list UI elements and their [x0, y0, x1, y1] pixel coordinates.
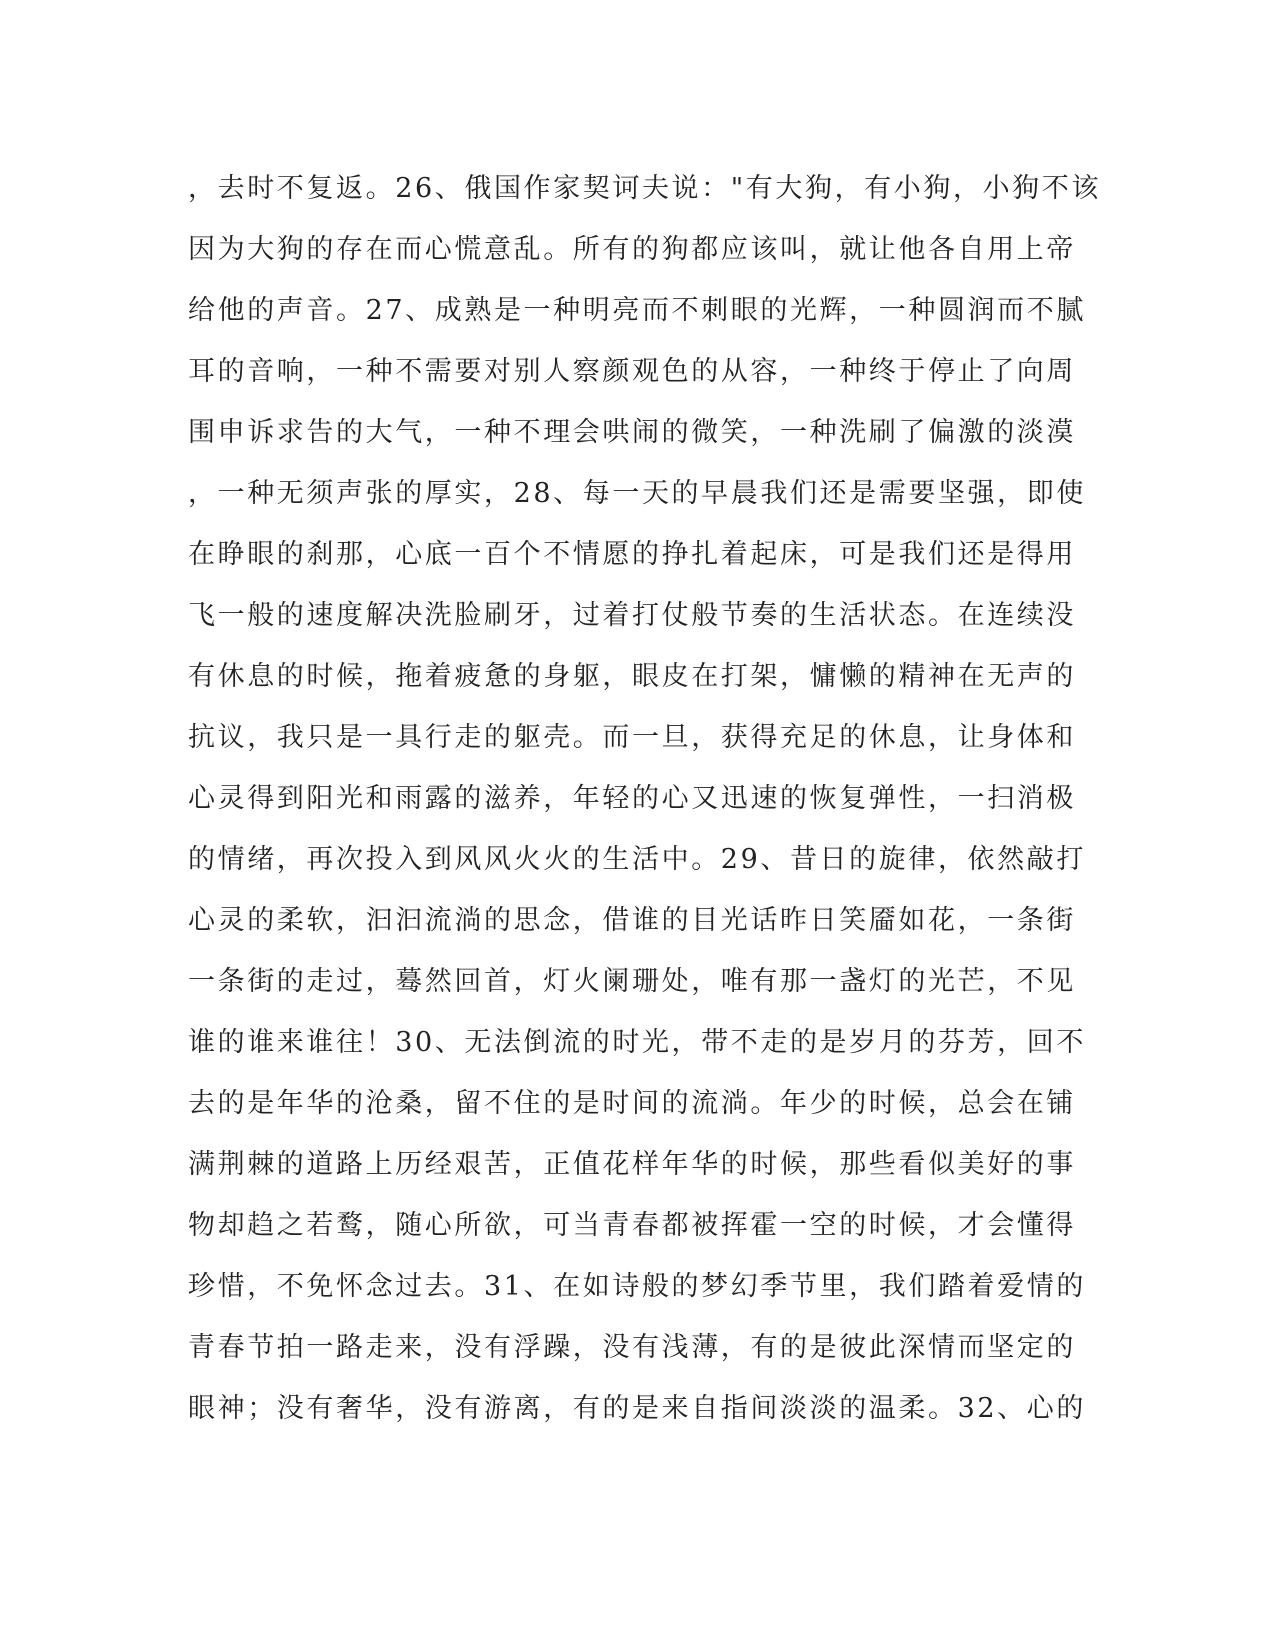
text-line: ，去时不复返。26、俄国作家契诃夫说："有大狗，有小狗，小狗不该: [188, 173, 1101, 204]
text-line: 在睁眼的刹那，心底一百个不情愿的挣扎着起床，可是我们还是得用: [188, 539, 1076, 570]
text-line: 青春节拍一路走来，没有浮躁，没有浅薄，有的是彼此深情而坚定的: [188, 1332, 1076, 1363]
body-text: [188, 166, 1101, 1447]
text-line: 珍惜，不免怀念过去。31、在如诗般的梦幻季节里，我们踏着爱情的: [188, 1271, 1086, 1302]
text-line: 飞一般的速度解决洗脸刷牙，过着打仗般节奏的生活状态。在连续没: [188, 600, 1076, 631]
text-line: ，一种无须声张的厚实，28、每一天的早晨我们还是需要坚强，即使: [188, 478, 1086, 509]
text-line: 一条街的走过，蓦然回首，灯火阑珊处，唯有那一盏灯的光芒，不见: [188, 966, 1076, 997]
text-line: 满荆棘的道路上历经艰苦，正值花样年华的时候，那些看似美好的事: [188, 1149, 1076, 1180]
text-line: 围申诉求告的大气，一种不理会哄闹的微笑，一种洗刷了偏激的淡漠: [188, 417, 1076, 448]
text-line: 给他的声音。27、成熟是一种明亮而不刺眼的光辉，一种圆润而不腻: [188, 295, 1086, 326]
text-line: 耳的音响，一种不需要对别人察颜观色的从容，一种终于停止了向周: [188, 356, 1076, 387]
text-line: 去的是年华的沧桑，留不住的是时间的流淌。年少的时候，总会在铺: [188, 1088, 1076, 1119]
text-line: 谁的谁来谁往！30、无法倒流的时光，带不走的是岁月的芬芳，回不: [188, 1027, 1086, 1058]
text-line: 眼神；没有奢华，没有游离，有的是来自指间淡淡的温柔。32、心的: [188, 1393, 1086, 1424]
text-line: 物却趋之若鹜，随心所欲，可当青春都被挥霍一空的时候，才会懂得: [188, 1210, 1076, 1241]
text-line: 有休息的时候，拖着疲惫的身躯，眼皮在打架，慵懒的精神在无声的: [188, 661, 1076, 692]
text-line: 的情绪，再次投入到风风火火的生活中。29、昔日的旋律，依然敲打: [188, 844, 1086, 875]
text-line: 心灵的柔软，汩汩流淌的思念，借谁的目光话昨日笑靥如花，一条街: [188, 905, 1076, 936]
text-line: 因为大狗的存在而心慌意乱。所有的狗都应该叫，就让他各自用上帝: [188, 234, 1076, 265]
text-line: 心灵得到阳光和雨露的滋养，年轻的心又迅速的恢复弹性，一扫消极: [188, 783, 1076, 814]
text-line: 抗议，我只是一具行走的躯壳。而一旦，获得充足的休息，让身体和: [188, 722, 1076, 753]
